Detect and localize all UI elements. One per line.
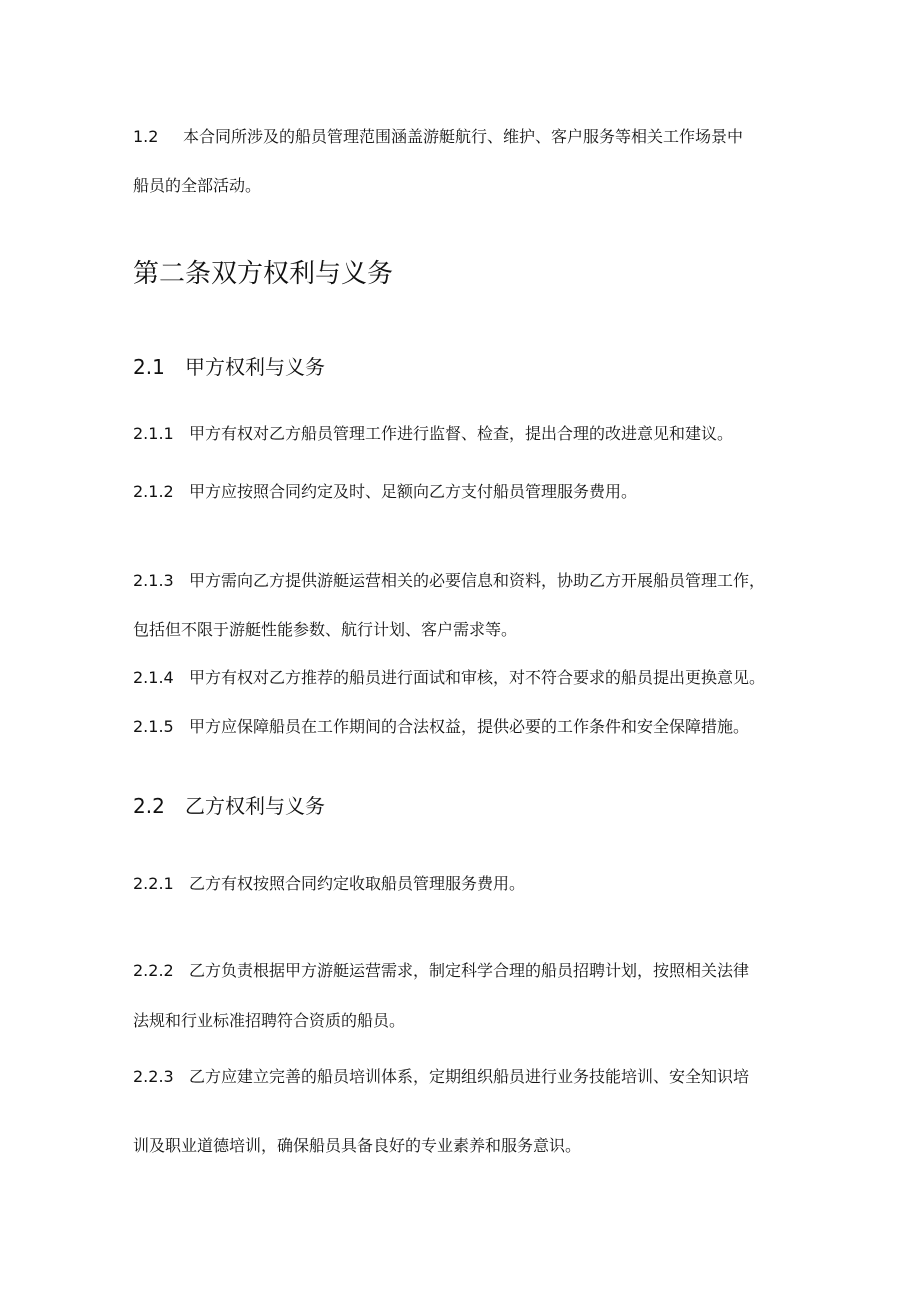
section-number: 2.1 — [133, 355, 165, 379]
clause-number: 2.1.1 — [133, 424, 174, 443]
clause-text: 甲方有权对乙方船员管理工作进行监督、检查，提出合理的改进意见和建议。 — [189, 424, 734, 443]
section-2-1-heading — [133, 355, 325, 379]
section-title: 乙方权利与义务 — [185, 794, 325, 818]
clause-2-2-2-line2: 法规和行业标准招聘符合资质的船员。 — [133, 1011, 406, 1030]
clause-number: 2.1.4 — [133, 668, 174, 687]
clause-1-2-line1 — [133, 127, 743, 147]
section-number: 2.2 — [133, 794, 165, 818]
clause-2-2-3-line2: 训及职业道德培训，确保船员具备良好的专业素养和服务意识。 — [133, 1136, 582, 1155]
clause-number: 2.2.3 — [133, 1067, 174, 1086]
clause-text: 甲方应保障船员在工作期间的合法权益，提供必要的工作条件和安全保障措施。 — [189, 717, 750, 736]
clause-1-2-line2: 船员的全部活动。 — [133, 176, 262, 195]
clause-2-1-3 — [133, 571, 765, 591]
clause-text: 甲方需向乙方提供游艇运营相关的必要信息和资料，协助乙方开展船员管理工作， — [189, 571, 766, 590]
clause-text: 乙方有权按照合同约定收取船员管理服务费用。 — [189, 874, 526, 893]
clause-text: 甲方有权对乙方推荐的船员进行面试和审核，对不符合要求的船员提出更换意见。 — [189, 668, 766, 687]
clause-text: 甲方应按照合同约定及时、足额向乙方支付船员管理服务费用。 — [189, 482, 638, 501]
clause-2-1-2 — [133, 482, 637, 502]
clause-number: 2.1.2 — [133, 482, 174, 501]
article-title: 第二条双方权利与义务 — [133, 259, 394, 289]
clause-number: 2.2.1 — [133, 874, 174, 893]
clause-number: 2.2.2 — [133, 961, 174, 980]
clause-number: 1.2 — [133, 127, 159, 146]
clause-2-2-1 — [133, 874, 525, 894]
clause-2-1-3-line2: 包括但不限于游艇性能参数、航行计划、客户需求等。 — [133, 620, 518, 639]
section-title: 甲方权利与义务 — [185, 355, 325, 379]
clause-2-1-1 — [133, 424, 733, 444]
clause-text: 乙方负责根据甲方游艇运营需求，制定科学合理的船员招聘计划，按照相关法律 — [189, 961, 750, 980]
section-2-2-heading — [133, 794, 325, 818]
clause-text: 本合同所涉及的船员管理范围涵盖游艇航行、维护、客户服务等相关工作场景中 — [183, 127, 744, 146]
clause-text: 乙方应建立完善的船员培训体系，定期组织船员进行业务技能培训、安全知识培 — [189, 1067, 750, 1086]
clause-2-1-5 — [133, 717, 749, 737]
clause-2-2-3 — [133, 1067, 749, 1087]
clause-number: 2.1.5 — [133, 717, 174, 736]
clause-number: 2.1.3 — [133, 571, 174, 590]
clause-2-1-4 — [133, 668, 765, 688]
clause-2-2-2 — [133, 961, 749, 981]
